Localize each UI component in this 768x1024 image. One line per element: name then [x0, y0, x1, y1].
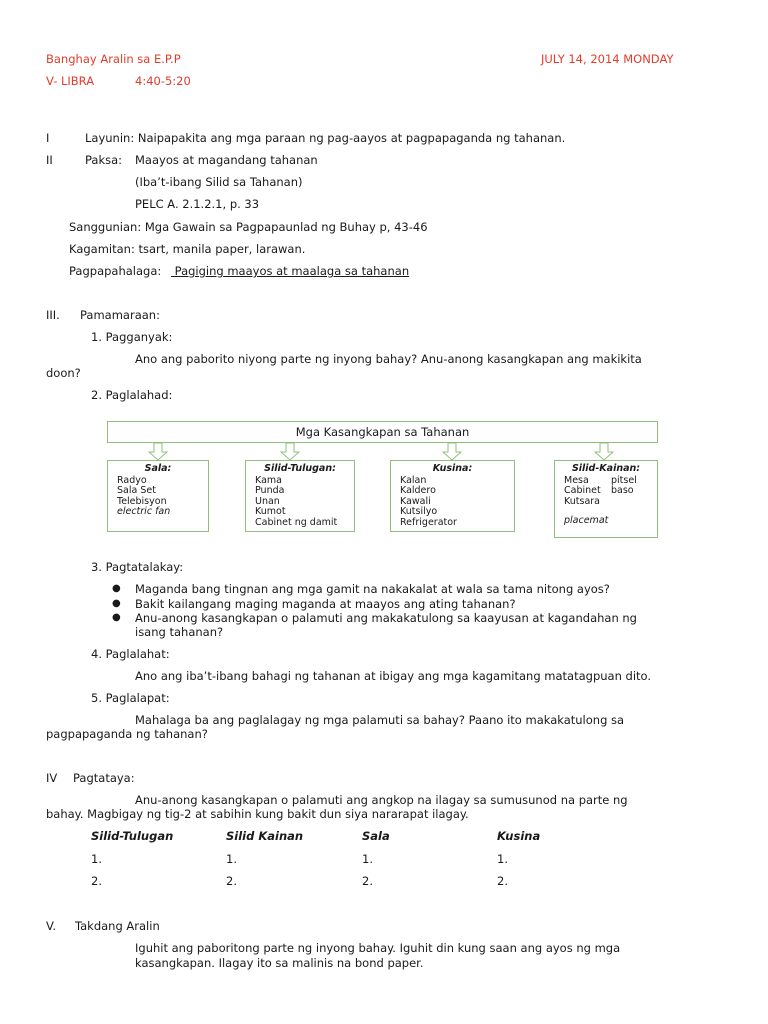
answer-number: 1. — [91, 852, 102, 866]
step-paglalahat: 4. Paglalahat: — [91, 647, 170, 661]
pagganyak-question-line2: doon? — [46, 366, 81, 380]
step-pagganyak: 1. Pagganyak: — [91, 330, 173, 344]
pagtataya-line1: Anu-anong kasangkapan o palamuti ang angkop na ilagay sa sumusunod na parte ng — [135, 793, 628, 807]
pagtatalakay-bullet-continued: isang tahanan? — [135, 625, 224, 639]
paksa-text: Maayos at magandang tahanan — [135, 153, 318, 167]
sala-item: Telebisyon — [117, 495, 167, 507]
takdang-aralin-line1: Iguhit ang paboritong parte ng inyong bahay. Iguhit din kung saan ang ayos ng mga — [135, 941, 621, 955]
layunin-text: Layunin: Naipapakita ang mga paraan ng pag-aayos at pagpapaganda ng tahanan. — [85, 131, 566, 145]
section-number-i: I — [46, 131, 50, 145]
kusina-item: Refrigerator — [400, 516, 457, 528]
kusina-title: Kusina: — [432, 463, 473, 474]
bullet-icon: ● — [112, 583, 121, 594]
down-arrow-icon — [148, 443, 168, 461]
kusina-item: Kawali — [400, 495, 431, 507]
section-number-iv: IV — [46, 771, 58, 785]
kusina-item: Kalan — [400, 474, 427, 486]
pamamaraan-title: Pamamaraan: — [80, 308, 160, 322]
pelc-reference: PELC A. 2.1.2.1, p. 33 — [135, 197, 260, 211]
pagtataya-line2: bahay. Magbigay ng tig-2 at sabihin kung bakit dun siya nararapat ilagay. — [46, 807, 469, 821]
answer-number: 2. — [362, 874, 373, 888]
category-box-silid-kainan — [554, 460, 658, 538]
lesson-plan-title: Banghay Aralin sa E.P.P — [46, 52, 181, 66]
paglalahat-text: Ano ang iba’t-ibang bahagi ng tahanan at ibigay ang mga kagamitang matatagpuan dito. — [135, 669, 652, 683]
category-box-kusina — [390, 460, 515, 532]
pagtataya-title: Pagtataya: — [73, 771, 135, 785]
kagamitan-text: Kagamitan: tsart, manila paper, larawan. — [69, 242, 306, 256]
silid-tulugan-item: Unan — [255, 495, 280, 507]
answer-number: 1. — [497, 852, 508, 866]
sala-title: Sala: — [144, 463, 172, 474]
answer-number: 2. — [226, 874, 237, 888]
lesson-date: JULY 14, 2014 MONDAY — [541, 52, 674, 66]
down-arrow-icon — [280, 443, 300, 461]
class-time: 4:40-5:20 — [135, 74, 191, 88]
bullet-icon: ● — [112, 598, 121, 609]
silid-kainan-item: Mesa — [564, 474, 589, 486]
sala-item: Sala Set — [117, 485, 156, 496]
takdang-aralin-title: Takdang Aralin — [75, 919, 160, 933]
down-arrow-icon — [594, 443, 614, 461]
pagtatalakay-bullet: Bakit kailangang maging maganda at maayos ang ating tahanan? — [135, 597, 516, 611]
answer-number: 2. — [91, 874, 102, 888]
silid-kainan-item: placemat — [564, 515, 609, 526]
class-section: V- LIBRA — [46, 74, 95, 88]
paglalapat-line1: Mahalaga ba ang paglalagay ng mga palamuti sa bahay? Paano ito makakatulong sa — [135, 713, 625, 727]
evaluation-column-header: Sala — [362, 829, 390, 843]
silid-tulugan-item: Punda — [255, 485, 285, 496]
sanggunian-text: Sanggunian: Mga Gawain sa Pagpapaunlad ng Buhay p, 43-46 — [69, 220, 428, 234]
kusina-item: Kutsilyo — [400, 506, 438, 517]
pagganyak-question-line1: Ano ang paborito niyong parte ng inyong bahay? Anu-anong kasangkapan ang makikita — [135, 352, 642, 366]
paksa-subtopic: (Iba’t-ibang Silid sa Tahanan) — [135, 175, 303, 189]
section-number-v: V. — [46, 919, 57, 933]
takdang-aralin-line2: kasangkapan. Ilagay ito sa malinis na bond paper. — [135, 956, 424, 970]
step-pagtatalakay: 3. Pagtatalakay: — [91, 560, 184, 574]
answer-number: 2. — [497, 874, 508, 888]
evaluation-column-header: Kusina — [497, 829, 541, 843]
answer-number: 1. — [362, 852, 373, 866]
answer-number: 1. — [226, 852, 237, 866]
silid-kainan-item: Cabinet — [564, 485, 601, 496]
silid-tulugan-item: Kama — [255, 474, 282, 486]
step-paglalahad: 2. Paglalahad: — [91, 388, 173, 402]
sala-item: electric fan — [117, 506, 171, 517]
evaluation-column-header: Silid Kainan — [226, 829, 304, 843]
section-number-ii: II — [46, 153, 53, 167]
silid-tulugan-item: Cabinet ng damit — [255, 516, 338, 528]
category-box-silid-tulugan — [245, 460, 355, 532]
silid-kainan-title: Silid-Kainan: — [571, 463, 641, 474]
silid-tulugan-item: Kumot — [255, 506, 286, 517]
pagpapahalaga-label: Pagpapahalaga: — [69, 264, 162, 278]
category-box-sala — [107, 460, 209, 532]
pagpapahalaga-text: Pagiging maayos at maalaga sa tahanan — [171, 264, 410, 278]
step-paglalapat: 5. Paglalapat: — [91, 691, 170, 705]
pagtatalakay-bullet: Anu-anong kasangkapan o palamuti ang makakatulong sa kaayusan at kagandahan ng — [135, 611, 637, 625]
sala-item: Radyo — [117, 474, 147, 486]
silid-kainan-item: baso — [611, 485, 634, 496]
silid-kainan-item: pitsel — [611, 474, 637, 486]
silid-kainan-item: Kutsara — [564, 495, 601, 507]
kusina-item: Kaldero — [400, 485, 436, 496]
paglalapat-line2: pagpapaganda ng tahanan? — [46, 727, 208, 741]
paksa-label: Paksa: — [85, 153, 123, 167]
down-arrow-icon — [442, 443, 462, 461]
silid-tulugan-title: Silid-Tulugan: — [264, 463, 336, 474]
bullet-icon: ● — [112, 612, 121, 623]
pagtatalakay-bullet: Maganda bang tingnan ang mga gamit na nakakalat at wala sa tama nitong ayos? — [135, 582, 610, 596]
kasangkapan-diagram-title: Mga Kasangkapan sa Tahanan — [107, 421, 658, 443]
section-number-iii: III. — [46, 308, 60, 322]
evaluation-column-header: Silid-Tulugan — [91, 829, 174, 843]
